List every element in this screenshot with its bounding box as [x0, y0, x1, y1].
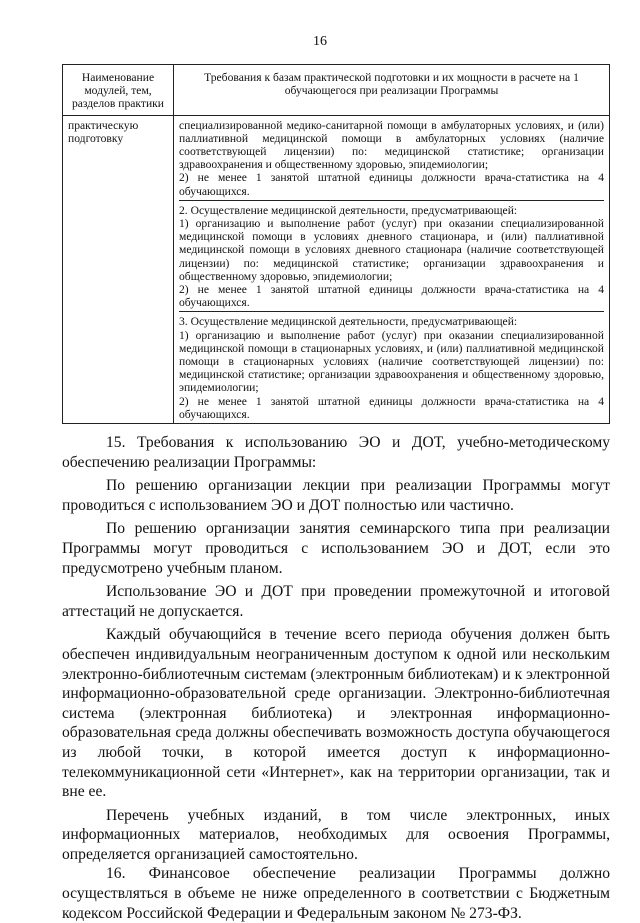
requirements-block-1	[179, 116, 604, 200]
row-module-name: практическую подготовку	[63, 115, 174, 423]
table-header-row	[63, 65, 610, 116]
paragraph-seminars: По решению организации занятия семинарского типа при реализации Программы могут проводиться с использованием ЭО и ДОТ, если это предусмотрено учебным планом.	[62, 520, 610, 577]
paragraph-15: 15. Требования к использованию ЭО и ДОТ, учебно-методическому обеспечению реализации Программы:	[62, 434, 610, 471]
block-1-line-1: специализированной медико-санитарной помощи в амбулаторных условиях, и (или) паллиативной медицинской помощи в амбулаторных условиях (наличие соответствующей лицензии) по: медицинской статистике; организации здравоохранения и общественному здоровью, эпидемиологии;	[179, 118, 604, 172]
header-modules: Наименование модулей, тем, разделов практики	[63, 65, 174, 116]
paragraph-library-access: Каждый обучающийся в течение всего периода обучения должен быть обеспечен индивидуальным неограниченным доступом к одной или нескольким электронно-библиотечным системам (электронным библиотекам) и к электронной информационно-образовательной среде организации. Электронно-библиотечная система (электронная библиотека) и электронная информационно-образовательная среда должны обеспечивать возможность доступа обучающегося из любой точки, в которой имеется доступ к информационно-телекоммуникационной сети «Интернет», как на территории организации, так и вне ее.	[62, 626, 610, 801]
page-number: 16	[313, 34, 327, 49]
requirements-table	[62, 64, 610, 424]
block-2-line-3: 2) не менее 1 занятой штатной единицы должности врача-статистика на 4 обучающихся.	[179, 283, 604, 310]
table-row	[63, 115, 610, 423]
paragraph-materials: Перечень учебных изданий, в том числе электронных, иных информационных материалов, необходимых для освоения Программы, определяется организацией самостоятельно.	[62, 806, 610, 863]
row-requirements	[174, 115, 610, 423]
block-2-line-1: 2. Осуществление медицинской деятельности, предусматривающей:	[179, 203, 518, 217]
block-2-line-2: 1) организацию и выполнение работ (услуг) при оказании специализированной медицинской помощи в условиях дневного стационара, и (или) паллиативной медицинской помощи в условиях дневного стационара (наличие соответствующей лицензии) по: медицинской статистике; организации здравоохранения и общественному здоровью, эпидемиологии;	[179, 217, 604, 283]
paragraph-attestation: Использование ЭО и ДОТ при проведении промежуточной и итоговой аттестаций не допускается.	[62, 583, 610, 620]
paragraph-16: 16. Финансовое обеспечение реализации Программы должно осуществляться в объеме не ниже определенного в соответствии с Бюджетным кодексом Российской Федерации и Федеральным законом № 273-ФЗ.	[62, 865, 610, 922]
body-text	[62, 433, 610, 923]
requirements-block-3	[179, 311, 604, 423]
block-3-line-1: 3. Осуществление медицинской деятельности, предусматривающей:	[179, 315, 518, 329]
header-requirements: Требования к базам практической подготовки и их мощности в расчете на 1 обучающегося при реализации Программы	[174, 65, 610, 116]
block-3-line-3: 2) не менее 1 занятой штатной единицы должности врача-статистика на 4 обучающихся.	[179, 394, 604, 421]
block-3-line-2: 1) организацию и выполнение работ (услуг) при оказании специализированной медицинской помощи в стационарных условиях, и (или) паллиативной медицинской помощи в стационарных условиях (наличие соответствующей лицензии) по: медицинской статистике; организации здравоохранения и общественному здоровью, эпидемиологии;	[179, 328, 604, 395]
paragraph-lectures: По решению организации лекции при реализации Программы могут проводиться с использованием ЭО и ДОТ полностью или частично.	[62, 477, 610, 514]
block-1-line-2: 2) не менее 1 занятой штатной единицы должности врача-статистика на 4 обучающихся.	[179, 171, 604, 198]
requirements-block-2	[179, 200, 604, 312]
